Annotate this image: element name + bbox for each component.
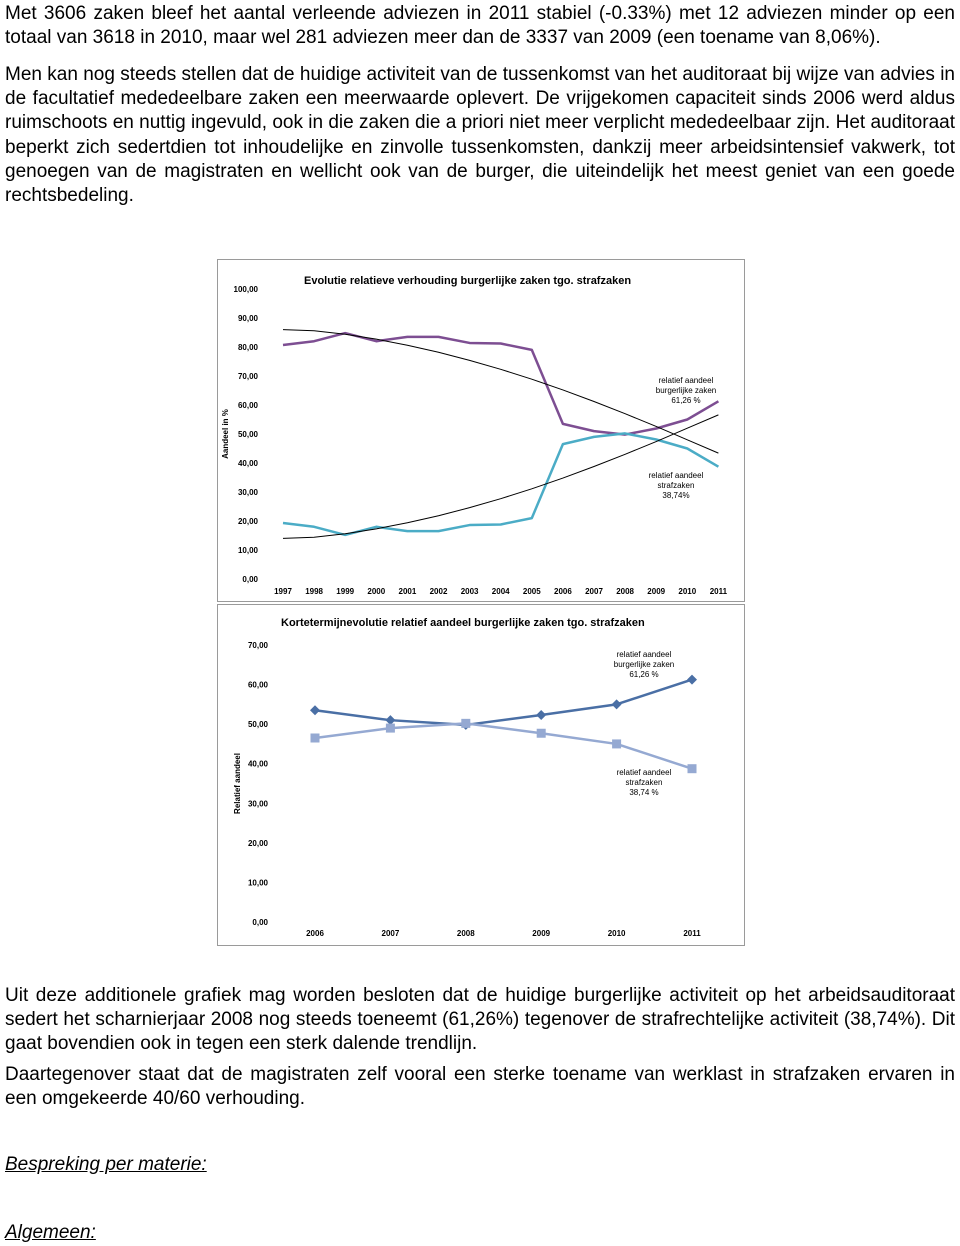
y-tick-label: 0,00 <box>242 575 258 584</box>
y-tick-label: 70,00 <box>237 372 258 381</box>
y-axis-label: Aandeel in % <box>221 409 230 459</box>
y-tick-label: 70,00 <box>247 641 268 650</box>
data-point-marker <box>311 733 320 742</box>
data-point-marker <box>687 675 697 685</box>
y-tick-label: 0,00 <box>252 918 268 927</box>
x-tick-label: 2002 <box>429 587 448 596</box>
data-point-marker <box>612 739 621 748</box>
x-tick-label: 2003 <box>460 587 479 596</box>
paragraph-conclusie: Uit deze additionele grafiek mag worden besloten dat de huidige burgerlijke activiteit op het arbeidsauditoraat sedert het scharnierjaar 2008 nog steeds toeneemt (61,26%) tegenover de strafrechtelijke activiteit (38,74%). Dit gaat bovendien ook in tegen een sterk dalende trendlijn. <box>5 985 955 1055</box>
chart-title: Kortetermijnevolutie relatief aandeel burgerlijke zaken tgo. strafzaken <box>281 617 645 629</box>
y-tick-label: 80,00 <box>237 343 258 352</box>
series-line <box>315 680 692 725</box>
heading-algemeen: Algemeen: <box>5 1222 96 1243</box>
data-point-marker <box>612 699 622 709</box>
data-point-marker <box>537 729 546 738</box>
series-line <box>283 333 718 435</box>
chart-long-term <box>217 259 745 602</box>
chart-short-term <box>217 604 745 946</box>
y-tick-label: 10,00 <box>247 878 268 888</box>
data-point-marker <box>688 764 697 773</box>
series-line <box>283 433 718 535</box>
annotation-text: burgerlijke zaken <box>613 660 675 669</box>
paragraph-meerwaarde: Men kan nog steeds stellen dat de huidige activiteit van de tussenkomst van het auditoraat bij wijze van advies in de facultatief mededeelbare zaken een meerwaarde oplevert. De vrijgekomen capaciteit sinds 2006 werd aldus ruimschoots en nuttig ingevuld, ook in die zaken die a priori niet meer verplicht mededeelbaar zijn. Het auditoraat beperkt zich sedertdien tot inhoudelijke en zinvolle tussenkomsten, dankzij meer arbeidsintensief vakwerk, tot genoegen van de magistraten en wellicht ook van de burger, die uiteindelijk het meest geniet van een goede rechtsbedeling. <box>5 64 955 207</box>
annotation-text: relatief aandeel <box>616 768 672 777</box>
paragraph-magistraten: Daartegenover staat dat de magistraten zelf vooral een sterke toename van werklast in strafzaken ervaren in een omgekeerde 40/60 verhouding. <box>5 1064 955 1110</box>
y-tick-label: 20,00 <box>247 838 268 848</box>
data-point-marker <box>310 705 320 715</box>
x-tick-label: 2004 <box>491 587 510 596</box>
paragraph-advies-stats: Met 3606 zaken bleef het aantal verleende adviezen in 2011 stabiel (-0.33%) met 12 adviezen minder op een totaal van 3618 in 2010, maar wel 281 adviezen meer dan de 3337 van 2009 (een toename van 8,06%). <box>5 3 955 49</box>
data-point-marker <box>386 724 395 733</box>
heading-bespreking: Bespreking per materie: <box>5 1154 207 1175</box>
x-tick-label: 1997 <box>274 587 292 596</box>
x-tick-label: 2006 <box>306 929 324 938</box>
x-tick-label: 2000 <box>367 587 386 596</box>
annotation-text: 61,26 % <box>671 396 701 405</box>
annotation-text: relatief aandeel <box>658 376 714 385</box>
annotation-text: relatief aandeel <box>616 650 672 659</box>
chart-title: Evolutie relatieve verhouding burgerlijke zaken tgo. strafzaken <box>304 275 632 287</box>
data-point-marker <box>461 719 470 728</box>
x-tick-label: 2007 <box>585 587 603 596</box>
x-tick-label: 1998 <box>305 587 323 596</box>
annotation-text: burgerlijke zaken <box>655 386 717 395</box>
y-tick-label: 40,00 <box>237 459 258 468</box>
y-tick-label: 90,00 <box>237 314 258 323</box>
y-tick-label: 50,00 <box>237 430 258 439</box>
x-tick-label: 2010 <box>678 587 697 596</box>
chart-short-term-svg <box>218 605 744 945</box>
x-tick-label: 2008 <box>456 929 475 938</box>
annotation-text: 61,26 % <box>629 670 659 679</box>
y-tick-label: 60,00 <box>237 401 258 410</box>
annotation-text: relatief aandeel <box>648 471 704 480</box>
x-tick-label: 2005 <box>522 587 541 596</box>
y-tick-label: 20,00 <box>237 517 258 526</box>
x-tick-label: 2007 <box>381 929 400 938</box>
trendline <box>283 330 718 454</box>
annotation-text: 38,74% <box>662 491 690 500</box>
y-tick-label: 100,00 <box>233 285 258 294</box>
chart-long-term-svg <box>218 260 744 601</box>
data-point-marker <box>536 710 546 720</box>
x-tick-label: 2008 <box>616 587 634 596</box>
x-tick-label: 2006 <box>554 587 572 596</box>
y-tick-label: 50,00 <box>247 720 268 730</box>
annotation-text: strafzaken <box>625 778 663 787</box>
x-tick-label: 2009 <box>532 929 551 938</box>
y-axis-label: Relatief aandeel <box>233 753 242 814</box>
y-tick-label: 10,00 <box>237 546 258 555</box>
y-tick-label: 40,00 <box>247 759 268 769</box>
x-tick-label: 2011 <box>709 587 728 596</box>
y-tick-label: 30,00 <box>247 799 268 809</box>
y-tick-label: 60,00 <box>247 680 268 690</box>
y-tick-label: 30,00 <box>237 488 258 497</box>
x-tick-label: 2001 <box>398 587 417 596</box>
x-tick-label: 2009 <box>647 587 666 596</box>
x-tick-label: 2010 <box>607 929 626 938</box>
x-tick-label: 1999 <box>336 587 355 596</box>
x-tick-label: 2011 <box>683 929 701 938</box>
series-line <box>315 723 692 768</box>
annotation-text: strafzaken <box>657 481 695 490</box>
annotation-text: 38,74 % <box>629 788 659 797</box>
